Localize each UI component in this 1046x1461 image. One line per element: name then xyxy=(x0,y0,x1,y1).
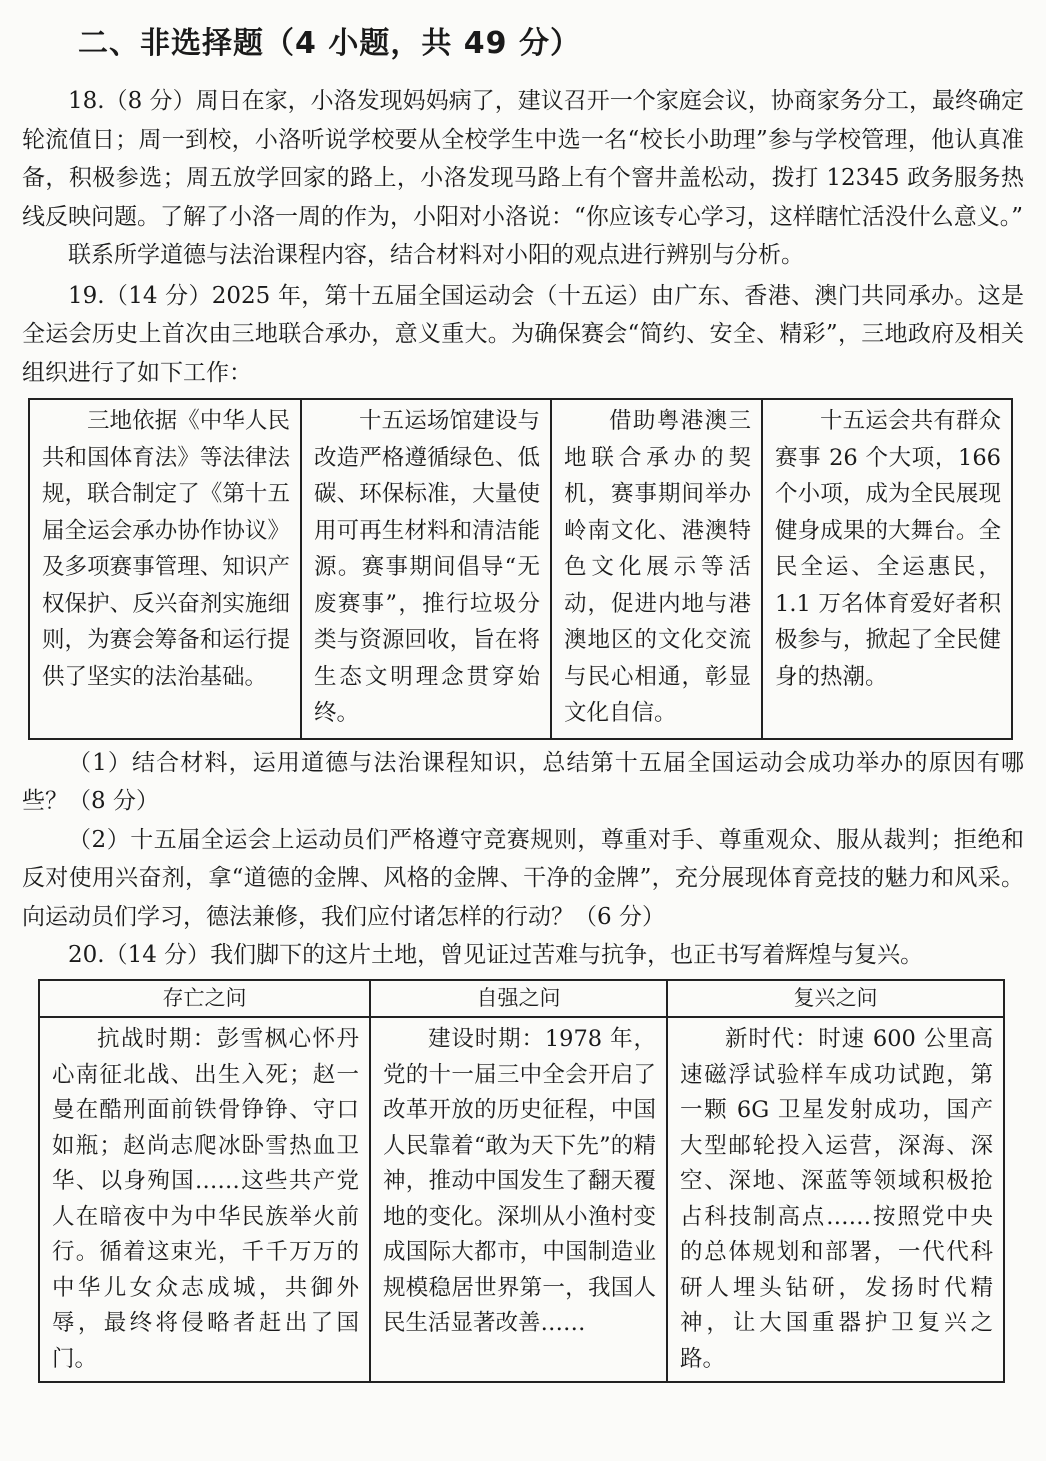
q20-content-row xyxy=(39,1017,1004,1382)
q19-stem: 19.（14 分）2025 年，第十五届全国运动会（十五运）由广东、香港、澳门共同承办。这是全运会历史上首次由三地联合承办，意义重大。为确保赛会“简约、安全、精彩”，三地政府及相关组织进行了如下工作： xyxy=(22,282,1024,386)
q20-cell-construction xyxy=(370,1017,667,1382)
q20-header-row xyxy=(39,980,1004,1018)
q19-material-table xyxy=(28,398,1013,740)
q20-cell-construction-text: 建设时期：1978 年，党的十一届三中全会开启了改革开放的历史征程，中国人民靠着“敢为天下先”的精神，推动中国发生了翻天覆地的变化。深圳从小渔村变成国际大都市，中国制造业规模稳居世界第一，我国人民生活显著改善…… xyxy=(383,1026,656,1336)
q19-material-row xyxy=(29,399,1012,739)
q20-header-self-strength: 自强之问 xyxy=(370,980,667,1018)
q20-material-table xyxy=(38,979,1005,1384)
q19-cell-culture-text: 借助粤港澳三地联合承办的契机，赛事期间举办岭南文化、港澳特色文化展示等活动，促进内地与港澳地区的文化交流与民心相通，彰显文化自信。 xyxy=(564,408,751,726)
q19-cell-green xyxy=(301,399,551,739)
q18-stem: 18.（8 分）周日在家，小洛发现妈妈病了，建议召开一个家庭会议，协商家务分工，最终确定轮流值日；周一到校，小洛听说学校要从全校学生中选一名“校长小助理”参与学校管理，他认真准备，积极参选；周五放学回家的路上，小洛发现马路上有个窨井盖松动，拨打 12345 政务服务热线反映问题。了解了小洛一周的作为，小阳对小洛说：“你应该专心学习，这样瞎忙活没什么意义。” xyxy=(22,88,1024,230)
q19-cell-culture xyxy=(551,399,762,739)
q19-cell-law xyxy=(29,399,301,739)
section-title: 二、非选择题（4 小题，共 49 分） xyxy=(78,26,581,61)
q19-sub1: （1）结合材料，运用道德与法治课程知识，总结第十五届全国运动会成功举办的原因有哪些？（8 分） xyxy=(22,749,1024,814)
q20-header-survival: 存亡之问 xyxy=(39,980,370,1018)
q20-stem: 20.（14 分）我们脚下的这片土地，曾见证过苦难与抗争，也正书写着辉煌与复兴。 xyxy=(68,942,924,968)
q19-cell-green-text: 十五运场馆建设与改造严格遵循绿色、低碳、环保标准，大量使用可再生材料和清洁能源。赛事期间倡导“无废赛事”，推行垃圾分类与资源回收，旨在将生态文明理念贯穿始终。 xyxy=(314,408,540,726)
q20-header-rejuvenation: 复兴之问 xyxy=(667,980,1004,1018)
q20-cell-war xyxy=(39,1017,370,1382)
q20-cell-new-era xyxy=(667,1017,1004,1382)
q19-cell-law-text: 三地依据《中华人民共和国体育法》等法律法规，联合制定了《第十五届全运会承办协作协议》及多项赛事管理、知识产权保护、反兴奋剂实施细则，为赛会筹备和运行提供了坚实的法治基础。 xyxy=(42,408,290,690)
q20-cell-new-era-text: 新时代：时速 600 公里高速磁浮试验样车成功试跑，第一颗 6G 卫星发射成功，国产大型邮轮投入运营，深海、深空、深地、深蓝等领域积极抢占科技制高点……按照党中央的总体规划和部署，一代代科研人埋头钻研，发扬时代精神，让大国重器护卫复兴之路。 xyxy=(680,1026,993,1372)
q19-cell-fitness xyxy=(762,399,1012,739)
q19-sub2: （2）十五届全运会上运动员们严格遵守竞赛规则，尊重对手、尊重观众、服从裁判；拒绝和反对使用兴奋剂，拿“道德的金牌、风格的金牌、干净的金牌”，充分展现体育竞技的魅力和风采。向运动员们学习，德法兼修，我们应付诸怎样的行动？（6 分） xyxy=(22,826,1024,930)
q19-cell-fitness-text: 十五运会共有群众赛事 26 个大项，166 个小项，成为全民展现健身成果的大舞台。全民全运、全运惠民，1.1 万名体育爱好者积极参与，掀起了全民健身的热潮。 xyxy=(775,408,1001,690)
q20-cell-war-text: 抗战时期：彭雪枫心怀丹心南征北战、出生入死；赵一曼在酷刑面前铁骨铮铮、守口如瓶；赵尚志爬冰卧雪热血卫华、以身殉国……这些共产党人在暗夜中为中华民族举火前行。循着这束光，千千万万的中华儿女众志成城，共御外辱，最终将侵略者赶出了国门。 xyxy=(52,1026,359,1372)
q18-task: 联系所学道德与法治课程内容，结合材料对小阳的观点进行辨别与分析。 xyxy=(68,242,804,268)
